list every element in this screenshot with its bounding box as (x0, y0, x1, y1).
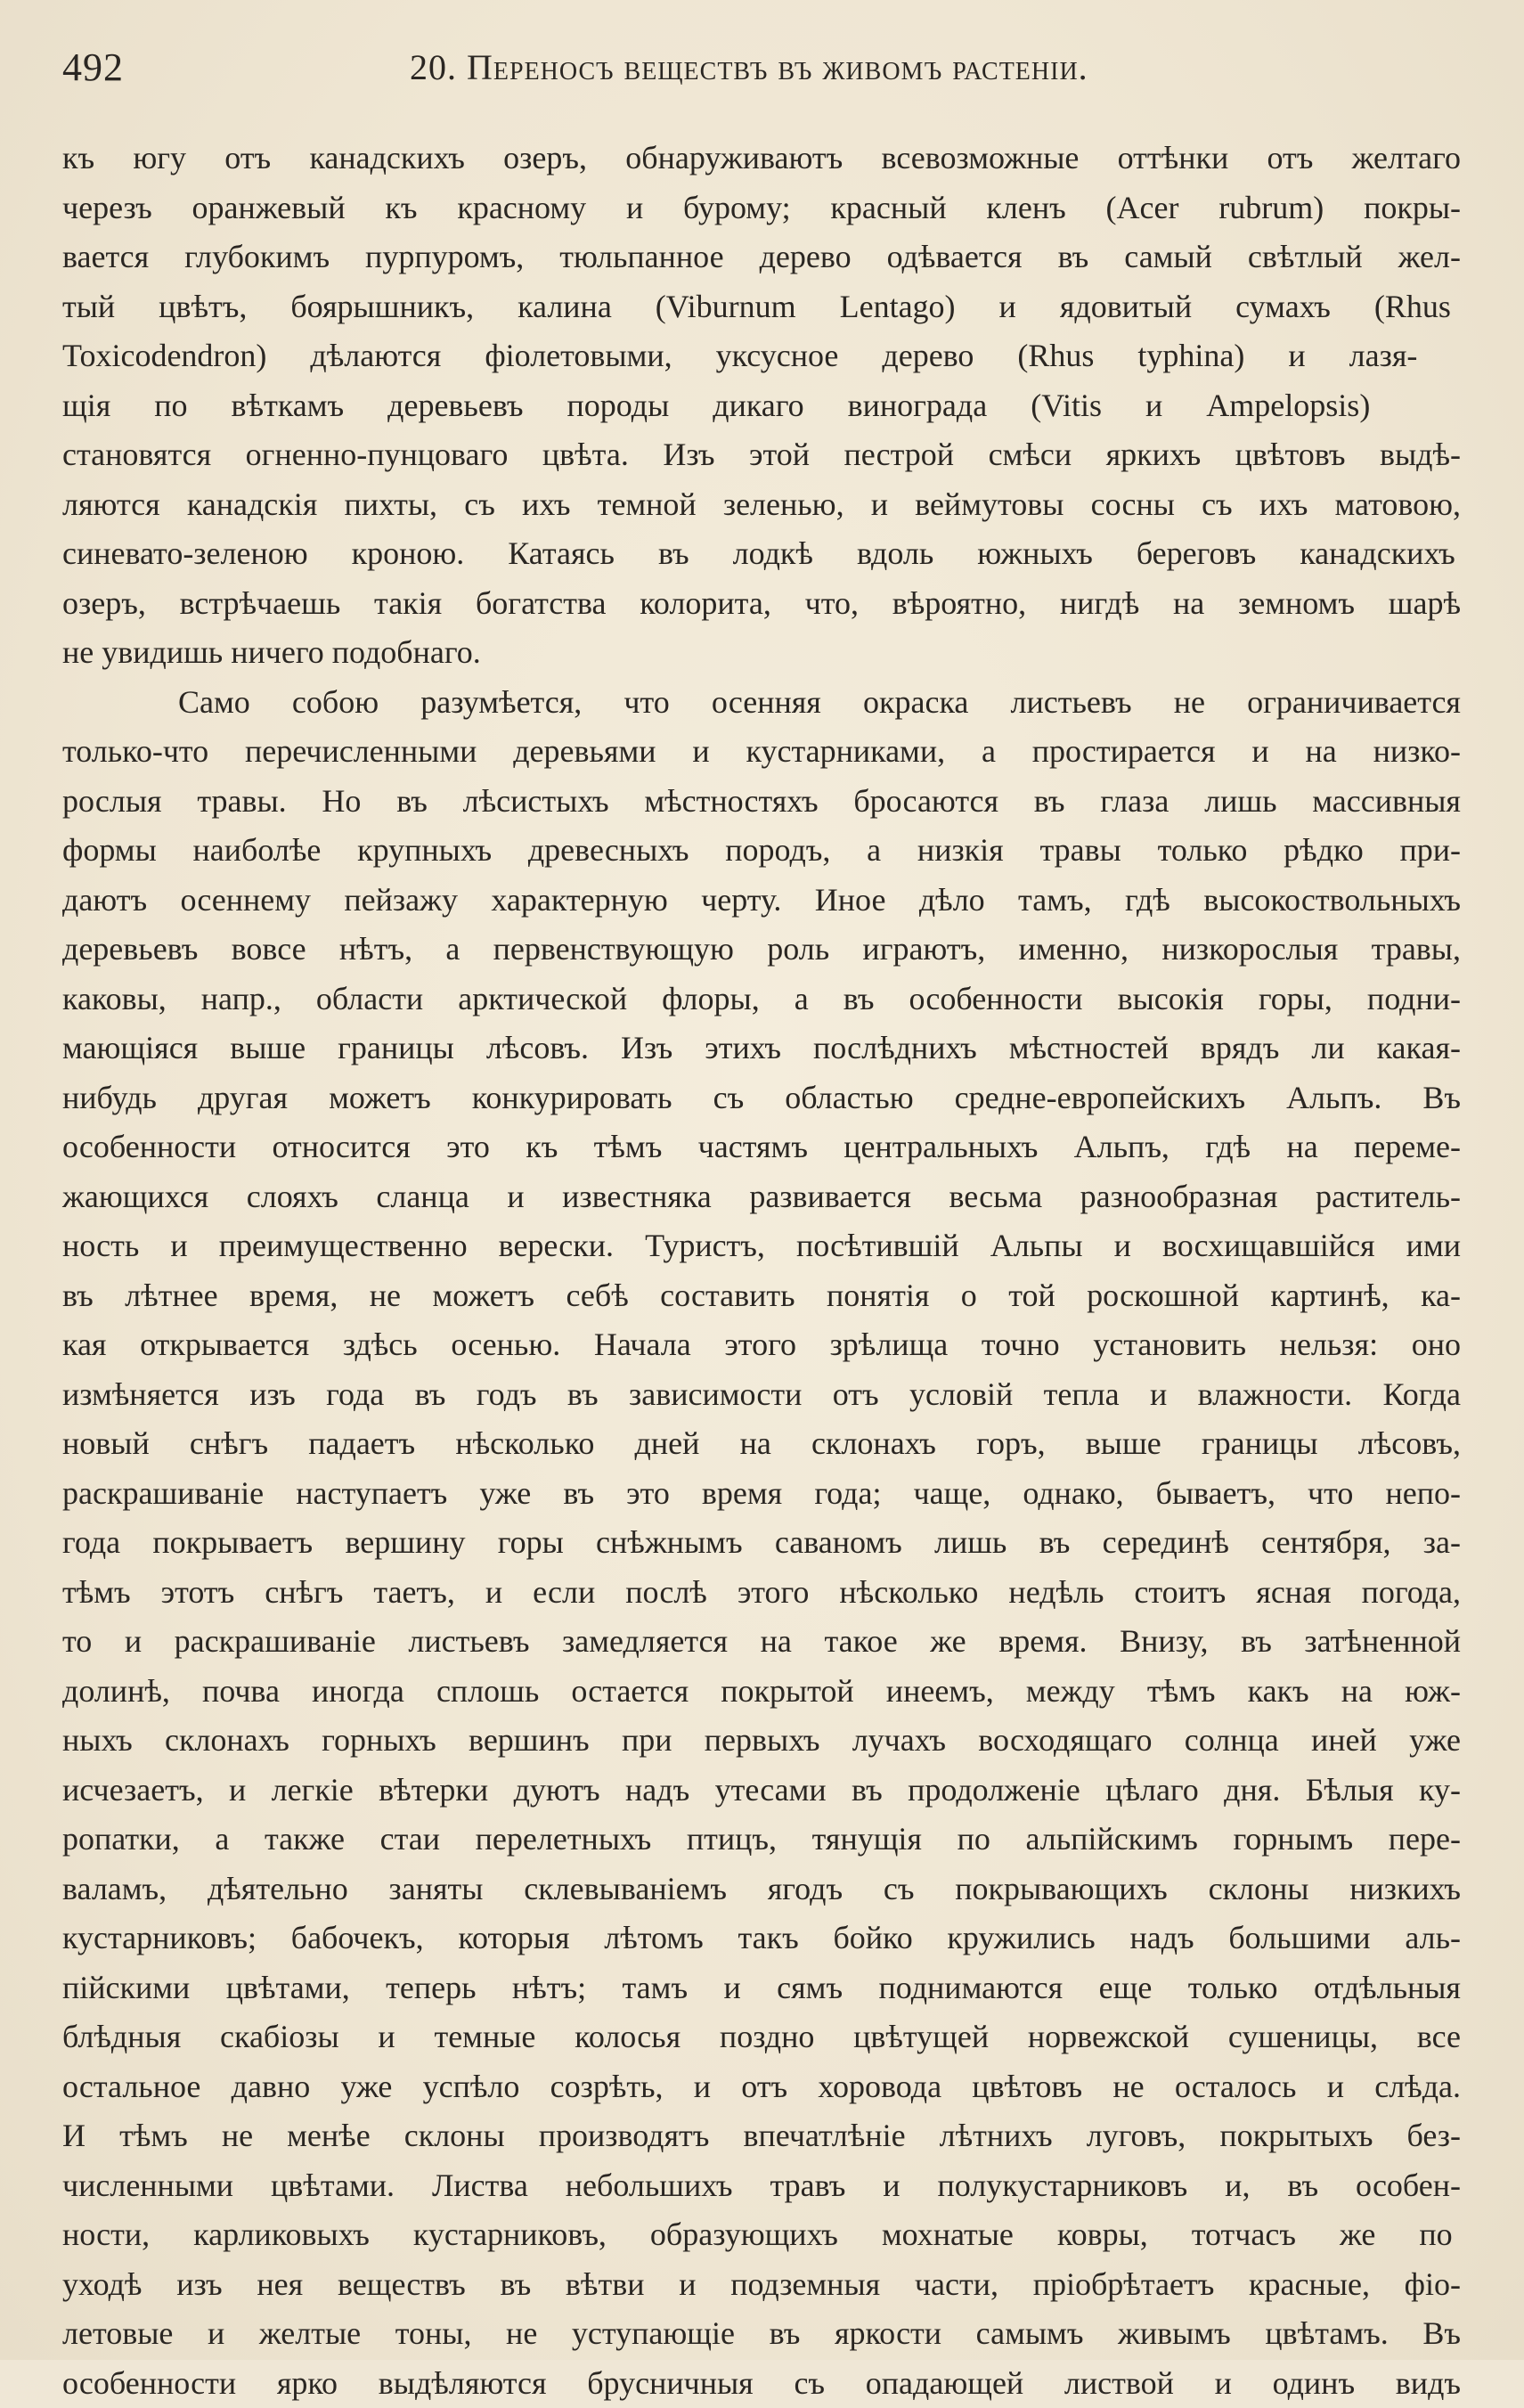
running-title: 20. Переносъ веществъ въ живомъ растенiи. (410, 46, 1088, 88)
text-line: только-что перечисленными деревьями и кустарниками, а простирается и на низко- (62, 727, 1505, 777)
text-line: ныхъ склонахъ горныхъ вершинъ при первыхъ лучахъ восходящаго солнца иней уже (62, 1716, 1505, 1766)
text-line: деревьевъ вовсе нѣтъ, а первенствующую роль играютъ, именно, низкорослыя травы, (62, 925, 1505, 975)
text-line: кая открывается здѣсь осенью. Начала этого зрѣлища точно установить нельзя: оно (62, 1320, 1505, 1370)
text-line: уходѣ изъ нея веществъ въ вѣтви и подземныя части, прiобрѣтаетъ красные, фiо- (62, 2260, 1505, 2310)
text-line: летовые и желтые тоны, не уступающiе въ яркости самымъ живымъ цвѣтамъ. Въ (62, 2309, 1505, 2359)
text-line: ность и преимущественно верески. Туристъ, посѣтившiй Альпы и восхищавшiйся ими (62, 1221, 1505, 1271)
text-line: валамъ, дѣятельно заняты склевыванiемъ ягодъ съ покрывающихъ склоны низкихъ (62, 1865, 1505, 1914)
text-line: Toxicodendron) дѣлаются фiолетовыми, уксусное дерево (Rhus typhina) и лазя- (62, 331, 1505, 381)
text-line: синевато-зеленою кроною. Катаясь въ лодкѣ вдоль южныхъ береговъ канадскихъ (62, 529, 1505, 579)
text-line: особенности относится это къ тѣмъ частямъ центральныхъ Альпъ, гдѣ на переме- (62, 1122, 1505, 1172)
text-line: то и раскрашиванiе листьевъ замедляется на такое же время. Внизу, въ затѣненной (62, 1617, 1505, 1667)
text-line: особенности ярко выдѣляются брусничныя съ опадающей листвой и одинъ видъ (62, 2359, 1505, 2408)
text-line: черезъ оранжевый къ красному и бурому; красный кленъ (Acer rubrum) покры- (62, 184, 1505, 233)
text-line: въ лѣтнее время, не можетъ себѣ составить понятiя о той роскошной картинѣ, ка- (62, 1271, 1505, 1321)
text-line: года покрываетъ вершину горы снѣжнымъ саваномъ лишь въ серединѣ сентября, за- (62, 1518, 1505, 1568)
text-line: ропатки, а также стаи перелетныхъ птицъ, тянущiя по альпiйскимъ горнымъ пере- (62, 1815, 1505, 1865)
text-line: раскрашиванiе наступаетъ уже въ это время года; чаще, однако, бываетъ, что непо- (62, 1469, 1505, 1519)
text-line: щiя по вѣткамъ деревьевъ породы дикаго винограда (Vitis и Ampelopsis) (62, 381, 1505, 431)
text-line: измѣняется изъ года въ годъ въ зависимости отъ условiй тепла и влажности. Когда (62, 1370, 1505, 1420)
text-line: исчезаетъ, и легкiе вѣтерки дуютъ надъ утесами въ продолженiе цѣлаго дня. Бѣлыя ку- (62, 1766, 1505, 1816)
page-number: 492 (62, 45, 124, 90)
body-text (62, 134, 1505, 2408)
text-line: Само собою разумѣется, что осенняя окраска листьевъ не ограничивается (62, 678, 1505, 728)
text-line: къ югу отъ канадскихъ озеръ, обнаруживаютъ всевозможные оттѣнки отъ желтаго (62, 134, 1505, 184)
text-line: мающiяся выше границы лѣсовъ. Изъ этихъ послѣднихъ мѣстностей врядъ ли какая- (62, 1024, 1505, 1073)
text-line: каковы, напр., области арктической флоры, а въ особенности высокiя горы, подни- (62, 975, 1505, 1024)
text-line: тый цвѣтъ, боярышникъ, калина (Viburnum Lentago) и ядовитый сумахъ (Rhus (62, 282, 1505, 332)
text-line: не увидишь ничего подобнаго. (62, 628, 1505, 678)
text-line: вается глубокимъ пурпуромъ, тюльпанное дерево одѣвается въ самый свѣтлый жел- (62, 233, 1505, 282)
text-line: ляются канадскiя пихты, съ ихъ темной зеленью, и веймутовы сосны съ ихъ матовою, (62, 480, 1505, 530)
text-line: нибудь другая можетъ конкурировать съ областью средне-европейскихъ Альпъ. Въ (62, 1073, 1505, 1123)
text-line: формы наиболѣе крупныхъ древесныхъ породъ, а низкiя травы только рѣдко при- (62, 826, 1505, 876)
text-line: становятся огненно-пунцоваго цвѣта. Изъ этой пестрой смѣси яркихъ цвѣтовъ выдѣ- (62, 430, 1505, 480)
text-line: рослыя травы. Но въ лѣсистыхъ мѣстностяхъ бросаются въ глаза лишь массивныя (62, 777, 1505, 827)
text-line: тѣмъ этотъ снѣгъ таетъ, и если послѣ этого нѣсколько недѣль стоитъ ясная погода, (62, 1568, 1505, 1618)
text-line: остальное давно уже успѣло созрѣть, и отъ хоровода цвѣтовъ не осталось и слѣда. (62, 2062, 1505, 2112)
text-line: численными цвѣтами. Листва небольшихъ травъ и полукустарниковъ и, въ особен- (62, 2161, 1505, 2211)
text-line: даютъ осеннему пейзажу характерную черту. Иное дѣло тамъ, гдѣ высокоствольныхъ (62, 876, 1505, 926)
text-line: новый снѣгъ падаетъ нѣсколько дней на склонахъ горъ, выше границы лѣсовъ, (62, 1419, 1505, 1469)
text-line: жающихся слояхъ сланца и известняка развивается весьма разнообразная раститель- (62, 1172, 1505, 1222)
text-line: пiйскими цвѣтами, теперь нѣтъ; тамъ и сямъ поднимаются еще только отдѣльныя (62, 1963, 1505, 2013)
text-line: блѣдныя скабiозы и темные колосья поздно цвѣтущей норвежской сушеницы, все (62, 2012, 1505, 2062)
text-line: озеръ, встрѣчаешь такiя богатства колорита, что, вѣроятно, нигдѣ на земномъ шарѣ (62, 579, 1505, 629)
text-line: ности, карликовыхъ кустарниковъ, образующихъ мохнатые ковры, тотчасъ же по (62, 2210, 1505, 2260)
page-header (62, 36, 1470, 98)
text-line: долинѣ, почва иногда сплошь остается покрытой инеемъ, между тѣмъ какъ на юж- (62, 1667, 1505, 1717)
text-line: кустарниковъ; бабочекъ, которыя лѣтомъ такъ бойко кружились надъ большими аль- (62, 1914, 1505, 1963)
text-line: И тѣмъ не менѣе склоны производятъ впечатлѣнiе лѣтнихъ луговъ, покрытыхъ без- (62, 2111, 1505, 2161)
